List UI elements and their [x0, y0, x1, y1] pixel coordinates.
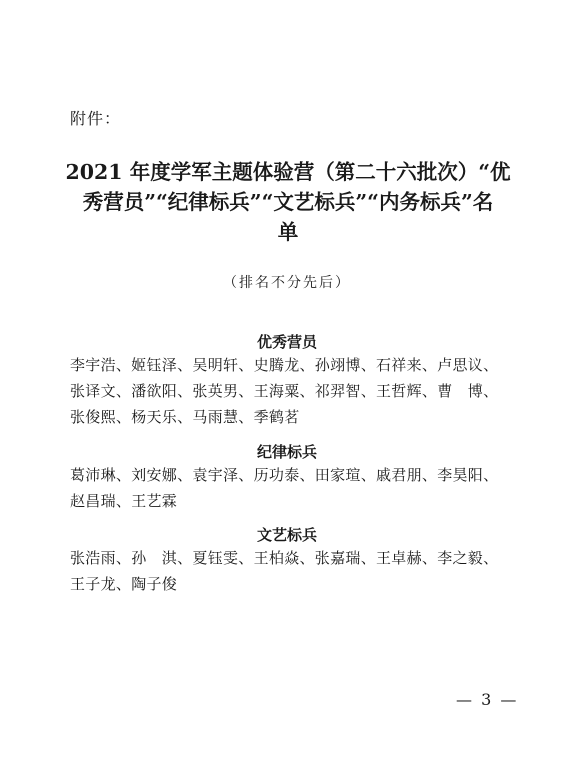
title-line: 秀营员”“纪律标兵”“文艺标兵”“内务标兵”名 [82, 190, 494, 214]
attachment-label: 附件： [70, 109, 122, 128]
name-row: 葛沛琳、刘安娜、袁宇泽、历功泰、田家瑄、戚君朋、李昊阳、 [70, 466, 499, 484]
section-heading-arts: 文艺标兵 [256, 526, 317, 544]
page-number: — 3 — [456, 690, 519, 709]
title-line: 单 [277, 220, 299, 244]
name-row: 王子龙、陶子俊 [70, 575, 178, 593]
section-heading-discipline: 纪律标兵 [256, 443, 317, 461]
name-list-discipline [70, 462, 520, 514]
name-list-arts [70, 545, 520, 597]
name-row: 张俊熙、杨天乐、马雨慧、季鹤茗 [70, 408, 300, 426]
name-row: 赵昌瑞、王艺霖 [70, 492, 178, 510]
ranking-note: （排名不分先后） [223, 275, 351, 291]
title-line: 2021 年度学军主题体验营（第二十六批次）“优 [65, 160, 511, 184]
section-heading-outstanding: 优秀营员 [256, 333, 317, 351]
document-title [60, 157, 516, 247]
name-row: 张浩雨、孙 淇、夏钰雯、王柏焱、张嘉瑞、王卓赫、李之毅、 [70, 549, 499, 567]
name-row: 李宇浩、姬钰泽、吴明轩、史腾龙、孙翊博、石祥来、卢思议、 [70, 356, 499, 374]
name-row: 张译文、潘欲阳、张英男、王海粟、祁羿智、王哲辉、曹 博、 [70, 382, 499, 400]
name-list-outstanding [70, 352, 520, 430]
